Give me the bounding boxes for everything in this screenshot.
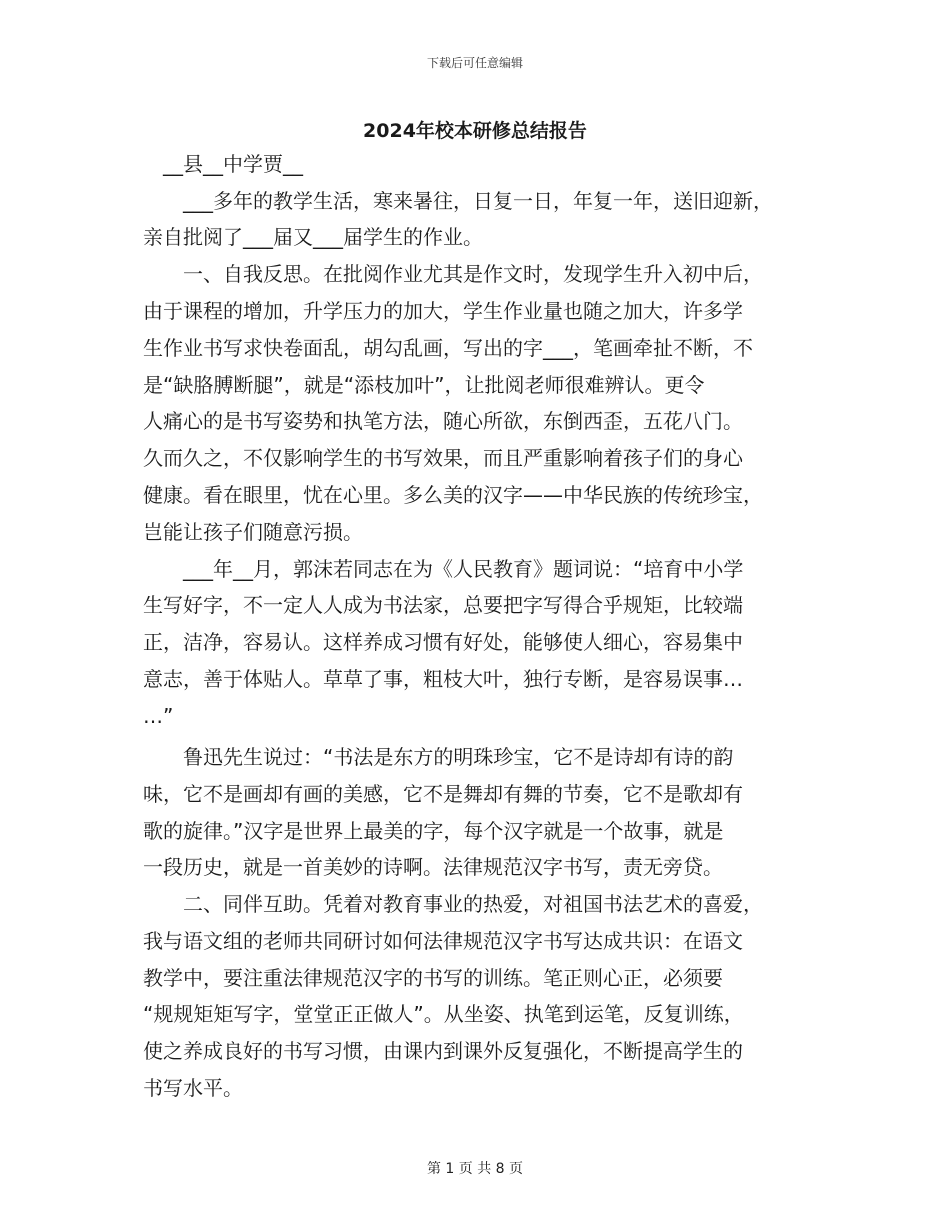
document-title: 2024年校本研修总结报告 bbox=[363, 120, 587, 142]
text-line: …” bbox=[143, 704, 174, 728]
text-line: 二、同伴互助。凭着对教育事业的热爱，对祖国书法艺术的喜爱， bbox=[143, 892, 763, 916]
text-line: ___年__月，郭沫若同志在为《人民教育》题词说：“培育中小学 bbox=[143, 557, 744, 581]
text-line: 生写好字，不一定人人成为书法家，总要把字写得合乎规矩，比较端 bbox=[143, 593, 743, 617]
text-line: 岂能让孩子们随意污损。 bbox=[143, 520, 363, 544]
text-line: 久而久之，不仅影响学生的书写效果，而且严重影响着孩子们的身心 bbox=[143, 446, 743, 470]
text-line: 人痛心的是书写姿势和执笔方法，随心所欲，东倒西歪，五花八门。 bbox=[143, 409, 743, 433]
text-line: “规规矩矩写字，堂堂正正做人”。从坐姿、执笔到运笔，反复训练， bbox=[143, 1002, 744, 1026]
text-line: 一、自我反思。在批阅作业尤其是作文时，发现学生升入初中后， bbox=[143, 262, 763, 286]
text-line: 正，洁净，容易认。这样养成习惯有好处，能够使人细心，容易集中 bbox=[143, 630, 743, 654]
header-note: 下载后可任意编辑 bbox=[426, 56, 523, 70]
text-line: 亲自批阅了___届又___届学生的作业。 bbox=[143, 225, 483, 249]
text-line: 味，它不是画却有画的美感，它不是舞却有舞的节奏，它不是歌却有 bbox=[143, 782, 743, 806]
text-line: 我与语文组的老师共同研讨如何法律规范汉字书写达成共识：在语文 bbox=[143, 929, 743, 953]
text-line: 意志，善于体贴人。草草了事，粗枝大叶，独行专断，是容易误事… bbox=[143, 667, 743, 691]
text-line: 健康。看在眼里，忧在心里。多么美的汉字——中华民族的传统珍宝， bbox=[143, 483, 763, 507]
text-line: 书写水平。 bbox=[143, 1076, 243, 1100]
text-line: ___多年的教学生活，寒来暑往，日复一日，年复一年，送旧迎新， bbox=[143, 189, 773, 213]
text-line: 是“缺胳膊断腿”，就是“添枝加叶”，让批阅老师很难辨认。更令 bbox=[143, 373, 705, 397]
text-line: 教学中，要注重法律规范汉字的书写的训练。笔正则心正，必须要 bbox=[143, 966, 723, 990]
text-line: __县__中学贾__ bbox=[143, 152, 303, 176]
text-line: 歌的旋律。”汉字是世界上最美的字，每个汉字就是一个故事，就是 bbox=[143, 819, 724, 843]
text-line: 使之养成良好的书写习惯，由课内到课外反复强化，不断提高学生的 bbox=[143, 1039, 743, 1063]
text-line: 一段历史，就是一首美妙的诗啊。法律规范汉字书写，责无旁贷。 bbox=[143, 855, 723, 879]
text-line: 鲁迅先生说过：“书法是东方的明珠珍宝，它不是诗却有诗的韵 bbox=[143, 745, 734, 769]
page-number: 第 1 页 共 8 页 bbox=[426, 1161, 524, 1177]
text-line: 生作业书写求快卷面乱，胡勾乱画，写出的字___，笔画牵扯不断，不 bbox=[143, 336, 753, 360]
text-line: 由于课程的增加，升学压力的加大，学生作业量也随之加大，许多学 bbox=[143, 299, 743, 323]
